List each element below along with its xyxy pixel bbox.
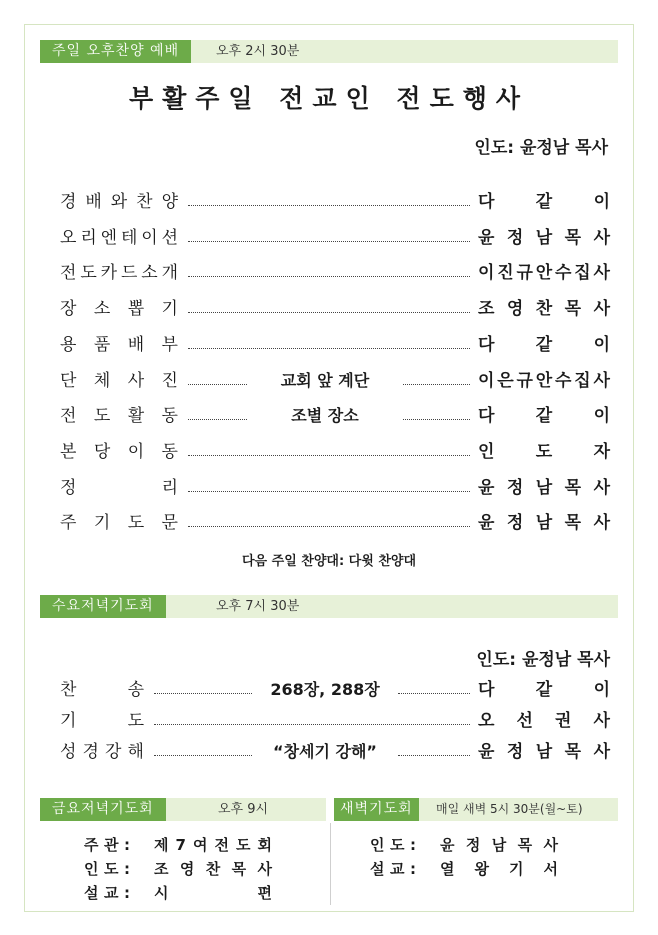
program-item-label: 단 체 사 진 bbox=[60, 370, 178, 391]
program-item-label: 장 소 뽑 기 bbox=[60, 299, 178, 320]
program-item-leader: 윤 정 남 목 사 bbox=[478, 477, 610, 498]
sunday-leader: 인도: 윤정남 목사 bbox=[474, 138, 608, 158]
wednesday-section-header bbox=[40, 595, 618, 618]
dot-leader bbox=[188, 526, 470, 527]
dawn-section-tag: 새벽기도회 bbox=[334, 798, 419, 821]
program-item-leader: 인 도 자 bbox=[478, 441, 610, 462]
program-item-detail: 268장, 288장 bbox=[270, 680, 380, 699]
program-row bbox=[60, 676, 610, 704]
info-key: 인 도 : bbox=[370, 836, 416, 854]
info-key: 설 교 : bbox=[370, 860, 416, 878]
dot-leader bbox=[188, 419, 247, 420]
info-row bbox=[84, 857, 274, 881]
program-item-leader: 조 영 찬 목 사 bbox=[478, 299, 610, 320]
event-title: 부활주일 전교인 전도행사 bbox=[128, 84, 530, 113]
info-key: 인 도 : bbox=[84, 860, 130, 878]
info-value: 열 왕 기 서 bbox=[440, 860, 558, 878]
dot-leader bbox=[154, 755, 252, 756]
dot-leader bbox=[154, 693, 252, 694]
friday-section-time: 오후 9시 bbox=[218, 802, 269, 817]
program-item-label: 전 도 카 드 소 개 bbox=[60, 263, 178, 284]
program-item-label: 전 도 활 동 bbox=[60, 406, 178, 427]
program-row bbox=[60, 259, 610, 287]
program-item-leader: 윤 정 남 목 사 bbox=[478, 742, 610, 762]
info-row bbox=[84, 833, 274, 857]
dot-leader bbox=[154, 724, 470, 725]
program-item-label: 성 경 강 해 bbox=[60, 742, 144, 762]
info-value: 제 7 여 전 도 회 bbox=[154, 836, 272, 854]
info-value: 윤 정 남 목 사 bbox=[440, 836, 558, 854]
program-item-label: 찬 송 bbox=[60, 680, 144, 700]
program-item-leader: 오 선 권 사 bbox=[478, 711, 610, 731]
dot-leader bbox=[188, 384, 247, 385]
info-row bbox=[84, 881, 274, 905]
sunday-section-tag: 주일 오후찬양 예배 bbox=[40, 40, 191, 63]
next-week-choir-note: 다음 주일 찬양대: 다윗 찬양대 bbox=[242, 554, 416, 569]
program-row bbox=[60, 738, 610, 766]
program-item-label: 용 품 배 부 bbox=[60, 334, 178, 355]
dot-leader bbox=[188, 348, 470, 349]
program-item-label: 경 배 와 찬 양 bbox=[60, 192, 178, 212]
dot-leader bbox=[188, 455, 470, 456]
wednesday-section-time: 오후 7시 30분 bbox=[216, 599, 300, 614]
dot-leader bbox=[398, 693, 470, 694]
program-row bbox=[60, 707, 610, 735]
dot-leader bbox=[398, 755, 470, 756]
program-item-leader: 윤 정 남 목 사 bbox=[478, 227, 610, 248]
info-value: 시 편 bbox=[154, 884, 272, 902]
sunday-section-header bbox=[40, 40, 618, 63]
program-row bbox=[60, 224, 610, 252]
program-item-label: 오 리 엔 테 이 션 bbox=[60, 227, 178, 248]
program-item-label: 주 기 도 문 bbox=[60, 513, 178, 534]
program-item-detail: 교회 앞 계단 bbox=[280, 370, 370, 390]
dot-leader bbox=[403, 419, 470, 420]
dot-leader bbox=[403, 384, 470, 385]
program-item-detail: 조별 장소 bbox=[291, 406, 359, 426]
info-row bbox=[370, 833, 560, 857]
program-row bbox=[60, 438, 610, 466]
dawn-section-header bbox=[334, 798, 618, 821]
sunday-section-time: 오후 2시 30분 bbox=[216, 44, 300, 59]
program-item-leader: 다 같 이 bbox=[478, 680, 610, 700]
program-item-leader: 다 같 이 bbox=[478, 192, 610, 212]
dot-leader bbox=[188, 312, 470, 313]
wednesday-section-tag: 수요저녁기도회 bbox=[40, 595, 166, 618]
program-item-leader: 이 진 규 안 수 집 사 bbox=[478, 263, 610, 284]
program-item-leader: 다 같 이 bbox=[478, 334, 610, 355]
program-item-label: 정 리 bbox=[60, 477, 178, 498]
program-row bbox=[60, 188, 610, 216]
wednesday-leader: 인도: 윤정남 목사 bbox=[476, 650, 610, 670]
dot-leader bbox=[188, 205, 470, 206]
program-item-detail: “창세기 강해” bbox=[273, 742, 377, 761]
program-item-label: 기 도 bbox=[60, 711, 144, 731]
dawn-section-time: 매일 새벽 5시 30분(월~토) bbox=[436, 802, 583, 816]
program-row bbox=[60, 331, 610, 359]
program-row bbox=[60, 402, 610, 430]
dot-leader bbox=[188, 276, 470, 277]
column-divider bbox=[330, 823, 331, 905]
dot-leader bbox=[188, 491, 470, 492]
program-item-label: 본 당 이 동 bbox=[60, 441, 178, 462]
info-row bbox=[370, 857, 560, 881]
friday-section-header bbox=[40, 798, 326, 821]
program-row bbox=[60, 474, 610, 502]
program-row bbox=[60, 367, 610, 395]
program-row bbox=[60, 295, 610, 323]
dot-leader bbox=[188, 241, 470, 242]
program-item-leader: 윤 정 남 목 사 bbox=[478, 513, 610, 534]
info-key: 설 교 : bbox=[84, 884, 130, 902]
program-item-leader: 다 같 이 bbox=[478, 406, 610, 427]
program-row bbox=[60, 509, 610, 537]
program-item-leader: 이 은 규 안 수 집 사 bbox=[478, 370, 610, 391]
info-value: 조 영 찬 목 사 bbox=[154, 860, 272, 878]
friday-section-tag: 금요저녁기도회 bbox=[40, 798, 166, 821]
info-key: 주 관 : bbox=[84, 836, 130, 854]
